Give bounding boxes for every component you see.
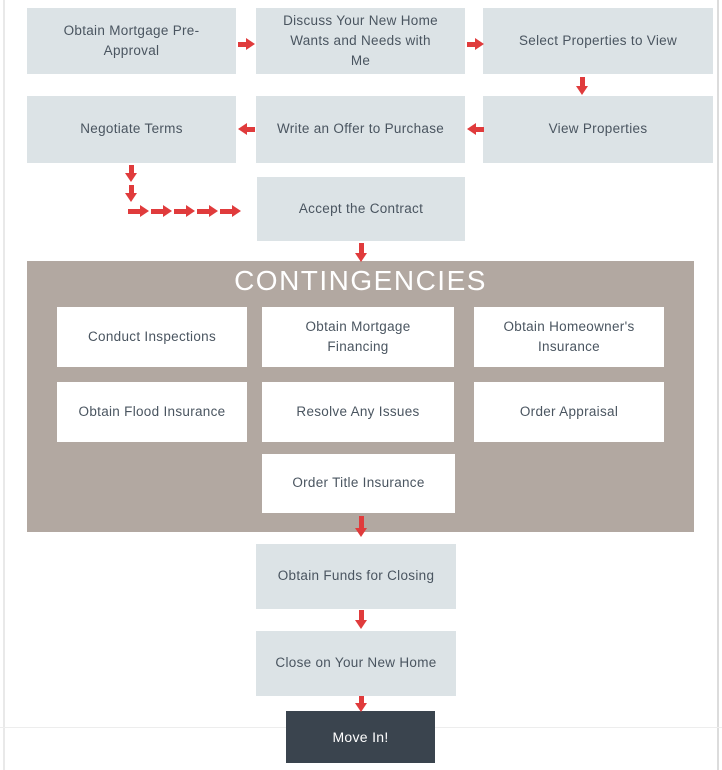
step-discuss-wants-and-needs: Discuss Your New Home Wants and Needs with Me [256,8,465,74]
step-obtain-mortgage-pre-approval: Obtain Mortgage Pre-Approval [27,8,236,74]
arrow-right-icon [467,38,484,50]
arrow-down-icon [125,165,137,182]
step-accept-contract: Accept the Contract [257,177,465,241]
arrow-down-icon [125,185,137,202]
contingency-obtain-flood-insurance: Obtain Flood Insurance [57,382,247,442]
arrow-down-icon [355,516,367,537]
step-negotiate-terms: Negotiate Terms [27,96,236,163]
contingency-obtain-homeowners-insurance: Obtain Homeowner's Insurance [474,307,664,367]
arrow-down-icon [576,77,588,95]
step-select-properties: Select Properties to View [483,8,713,74]
arrow-left-icon [467,123,484,135]
arrow-right-icon [238,38,255,50]
step-close-on-new-home: Close on Your New Home [256,631,456,696]
arrow-right-icon [128,205,149,217]
contingency-order-appraisal: Order Appraisal [474,382,664,442]
arrow-right-icon [151,205,172,217]
step-write-offer: Write an Offer to Purchase [256,96,465,163]
arrow-right-icon [197,205,218,217]
arrow-right-icon [220,205,241,217]
step-move-in: Move In! [286,711,435,763]
contingency-obtain-mortgage-financing: Obtain Mortgage Financing [262,307,454,367]
step-obtain-funds-for-closing: Obtain Funds for Closing [256,544,456,609]
contingency-resolve-any-issues: Resolve Any Issues [262,382,454,442]
step-view-properties: View Properties [483,96,713,163]
page-edge-right-line [717,0,719,770]
contingency-conduct-inspections: Conduct Inspections [57,307,247,367]
arrow-left-icon [238,123,255,135]
arrow-down-icon [355,610,367,629]
arrow-down-icon [355,696,367,712]
page-edge-left-line [3,0,5,770]
contingencies-title: CONTINGENCIES [234,265,487,296]
arrow-down-icon [355,243,367,262]
arrow-right-icon [174,205,195,217]
contingency-order-title-insurance: Order Title Insurance [262,454,455,513]
